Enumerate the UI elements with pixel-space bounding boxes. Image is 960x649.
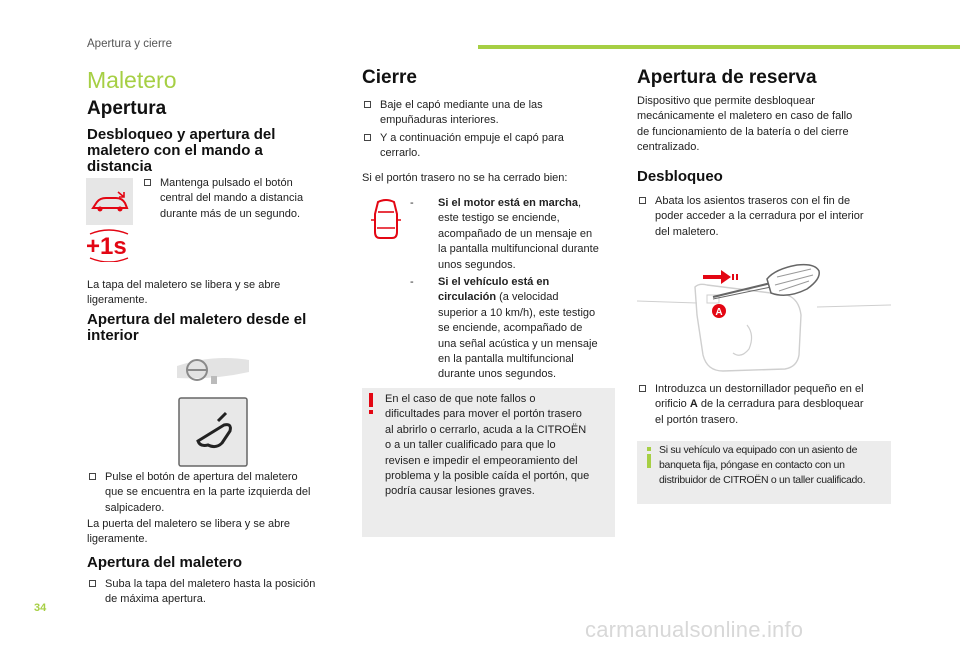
one-second-icon [86, 228, 132, 262]
trunk-release-button-icon [178, 397, 248, 467]
reserve-intro: Dispositivo que permite desbloquear mecánicamente el maletero en caso de fallo de funcionamiento de la batería o del cierre centralizado. [637, 95, 853, 154]
apertura-heading: Apertura [87, 98, 167, 119]
warning-text: En el caso de que note fallos o dificultades para mover el portón trasero al abrirlo o cerrarlo, acuda a la CITROËN o a un taller cualificado para que lo revisen e impedir el empeoramiento del problema y la posible caída el portón, que podría causar lesiones graves. [385, 393, 590, 498]
header-accent-bar [478, 45, 960, 49]
cierre-intro: Si el portón trasero no se ha cerrado bien: [362, 172, 568, 184]
remote-heading: Desbloqueo y apertura del maletero con el mando a distancia [87, 126, 276, 175]
desbloqueo-bullet-2: Introduzca un destornillador pequeño en el orificio A de la cerradura para desbloquear el portón trasero. [637, 382, 897, 428]
cierre-heading: Cierre [362, 67, 417, 88]
inside-bullet: Pulse el botón de apertura del maletero que se encuentra en la parte izquierda del salpicadero. [87, 470, 347, 516]
reserve-heading: Apertura de reserva [637, 67, 817, 88]
svg-text:A: A [715, 307, 723, 318]
cierre-bullet-2: Y a continuación empuje el capó para cerrarlo. [362, 131, 612, 162]
dashboard-illustration [173, 352, 253, 388]
desbloqueo-bullet-1: Abata los asientos traseros con el fin de poder acceder a la cerradura por el interior del maletero. [637, 194, 897, 240]
trunk-open-warning-icon [370, 198, 402, 240]
inside-heading: Apertura del maletero desde el interior [87, 311, 307, 344]
lock-screwdriver-illustration [637, 255, 891, 375]
page-number: 34 [34, 602, 47, 614]
open-heading: Apertura del maletero [87, 554, 243, 571]
watermark: carmanualsonline.info [585, 617, 804, 642]
puerta-text: La puerta del maletero se libera y se abre ligeramente. [87, 518, 291, 546]
exclamation-icon [366, 393, 376, 415]
cierre-bullet-1: Baje el capó mediante una de las empuñaduras interiores. [362, 98, 612, 129]
svg-text:+1s: +1s [86, 233, 127, 260]
remote-trunk-button-icon [86, 178, 133, 225]
open-bullet: Suba la tapa del maletero hasta la posición de máxima apertura. [87, 577, 347, 608]
tapa-text: La tapa del maletero se libera y se abre ligeramente. [87, 279, 281, 307]
engine-running-item: - Si el motor está en marcha, este testigo se enciende, acompañado de un mensaje en la pantalla multifuncional durante unos segundos. [410, 197, 599, 271]
info-icon [645, 447, 653, 469]
remote-bullet: Mantenga pulsado el botón central del mando a distancia durante más de un segundo. [142, 176, 342, 222]
page-title: Maletero [87, 67, 177, 93]
info-text: Si su vehículo va equipado con un asiento de banqueta fija, póngase en contacto con un distribuidor de CITROËN o un taller cualificado. [659, 444, 866, 486]
vehicle-moving-item: - Si el vehículo está en circulación (a velocidad superior a 10 km/h), este testigo se enciende, acompañado de una señal acústica y un mensaje en la pantalla multifuncional durante unos segundos. [410, 276, 598, 381]
running-header: Apertura y cierre [87, 38, 173, 50]
desbloqueo-heading: Desbloqueo [637, 168, 723, 185]
